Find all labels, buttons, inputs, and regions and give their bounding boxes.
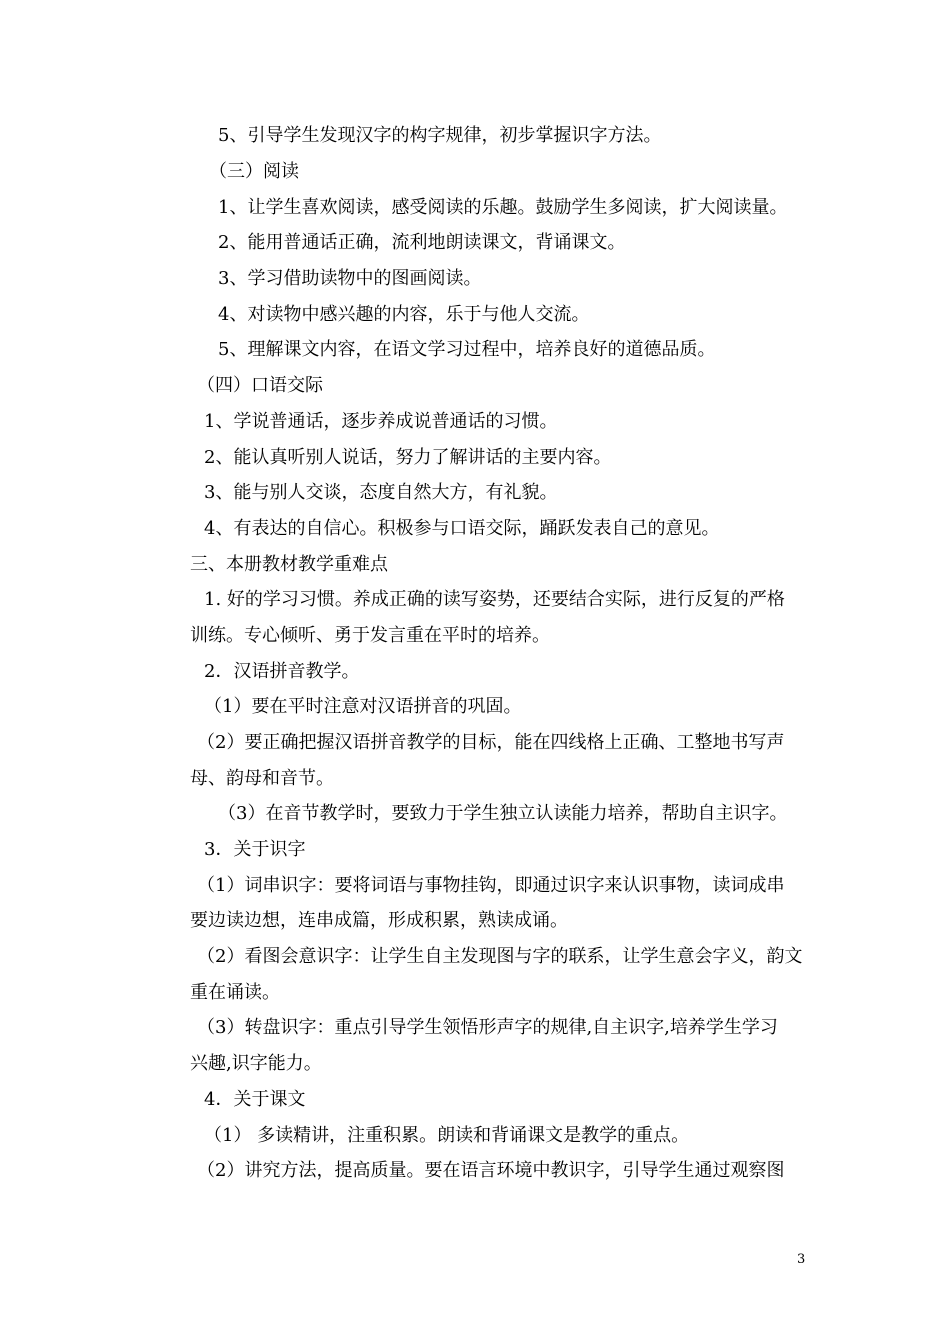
text-line: 兴趣,识字能力。 <box>190 1053 322 1074</box>
text-line: 母、韵母和音节。 <box>190 768 334 789</box>
section-heading: 三、本册教材教学重难点 <box>190 554 388 575</box>
text-line: 2、能认真听别人说话，努力了解讲话的主要内容。 <box>204 447 612 468</box>
text-line: （2）讲究方法，提高质量。要在语言环境中教识字，引导学生通过观察图 <box>197 1160 785 1181</box>
text-line: 5、理解课文内容，在语文学习过程中，培养良好的道德品质。 <box>218 339 716 360</box>
section-heading: （四）口语交际 <box>197 375 323 396</box>
text-line: 4、对读物中感兴趣的内容，乐于与他人交流。 <box>218 304 590 325</box>
section-heading: （三）阅读 <box>209 161 299 182</box>
text-line: （1）词串识字：要将词语与事物挂钩，即通过识字来认识事物，读词成串 <box>197 875 785 896</box>
text-line: 4、有表达的自信心。积极参与口语交际，踊跃发表自己的意见。 <box>204 518 720 539</box>
text-line: 1. 好的学习习惯。养成正确的读写姿势，还要结合实际，进行反复的严格 <box>204 589 785 610</box>
text-line: 重在诵读。 <box>190 982 280 1003</box>
text-line: 1、学说普通话，逐步养成说普通话的习惯。 <box>204 411 558 432</box>
text-line: （2）看图会意识字：让学生自主发现图与字的联系，让学生意会字义，韵文 <box>197 946 803 967</box>
text-line: 3．关于识字 <box>204 839 306 860</box>
text-line: 2．汉语拼音教学。 <box>204 661 360 682</box>
text-line: 训练。专心倾听、勇于发言重在平时的培养。 <box>190 625 550 646</box>
text-line: 3、能与别人交谈，态度自然大方，有礼貌。 <box>204 482 558 503</box>
text-line: （1） 多读精讲，注重积累。朗读和背诵课文是教学的重点。 <box>204 1125 690 1146</box>
text-line: （1）要在平时注意对汉语拼音的巩固。 <box>204 696 522 717</box>
text-line: （3）转盘识字：重点引导学生领悟形声字的规律,自主识字,培养学生学习 <box>197 1017 778 1038</box>
text-line: 3、学习借助读物中的图画阅读。 <box>218 268 482 289</box>
text-line: 5、引导学生发现汉字的构字规律，初步掌握识字方法。 <box>218 125 662 146</box>
text-line: 2、能用普通话正确，流利地朗读课文，背诵课文。 <box>218 232 626 253</box>
text-line: 1、让学生喜欢阅读，感受阅读的乐趣。鼓励学生多阅读，扩大阅读量。 <box>218 197 788 218</box>
text-line: （3）在音节教学时，要致力于学生独立认读能力培养，帮助自主识字。 <box>218 803 788 824</box>
text-line: 要边读边想，连串成篇，形成积累，熟读成诵。 <box>190 910 568 931</box>
text-line: 4．关于课文 <box>204 1089 306 1110</box>
page-number: 3 <box>797 1252 806 1267</box>
text-line: （2）要正确把握汉语拼音教学的目标，能在四线格上正确、工整地书写声 <box>197 732 785 753</box>
